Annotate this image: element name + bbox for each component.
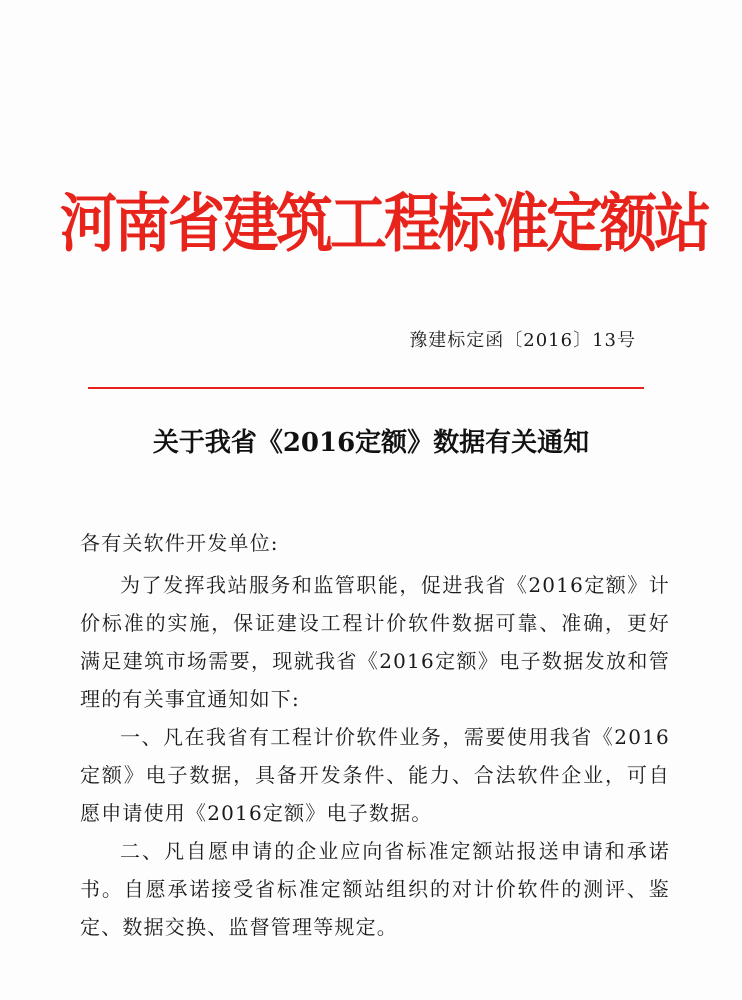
salutation: 各有关软件开发单位: [80, 531, 279, 555]
paragraph-item-two: 二、凡自愿申请的企业应向省标准定额站报送申请和承诺书。自愿承诺接受省标准定额站组织的对计价软件的测评、鉴定、数据交换、监督管理等规定。 [80, 839, 670, 939]
paragraph-intro: 为了发挥我站服务和监管职能，促进我省《2016定额》计价标准的实施，保证建设工程计价软件数据可靠、准确，更好满足建筑市场需要，现就我省《2016定额》电子数据发放和管理的有关事宜通知如下: [80, 573, 670, 711]
paragraph-item-one: 一、凡在我省有工程计价软件业务，需要使用我省《2016定额》电子数据，具备开发条件、能力、合法软件企业，可自愿申请使用《2016定额》电子数据。 [80, 725, 670, 825]
red-divider-line [88, 387, 644, 389]
document-title: 关于我省《2016定额》数据有关通知 [152, 428, 590, 458]
letterhead-org-name: 河南省建筑工程标准定额站 [60, 186, 708, 262]
document-body [80, 524, 670, 946]
document-number: 豫建标定函〔2016〕13号 [409, 330, 636, 351]
